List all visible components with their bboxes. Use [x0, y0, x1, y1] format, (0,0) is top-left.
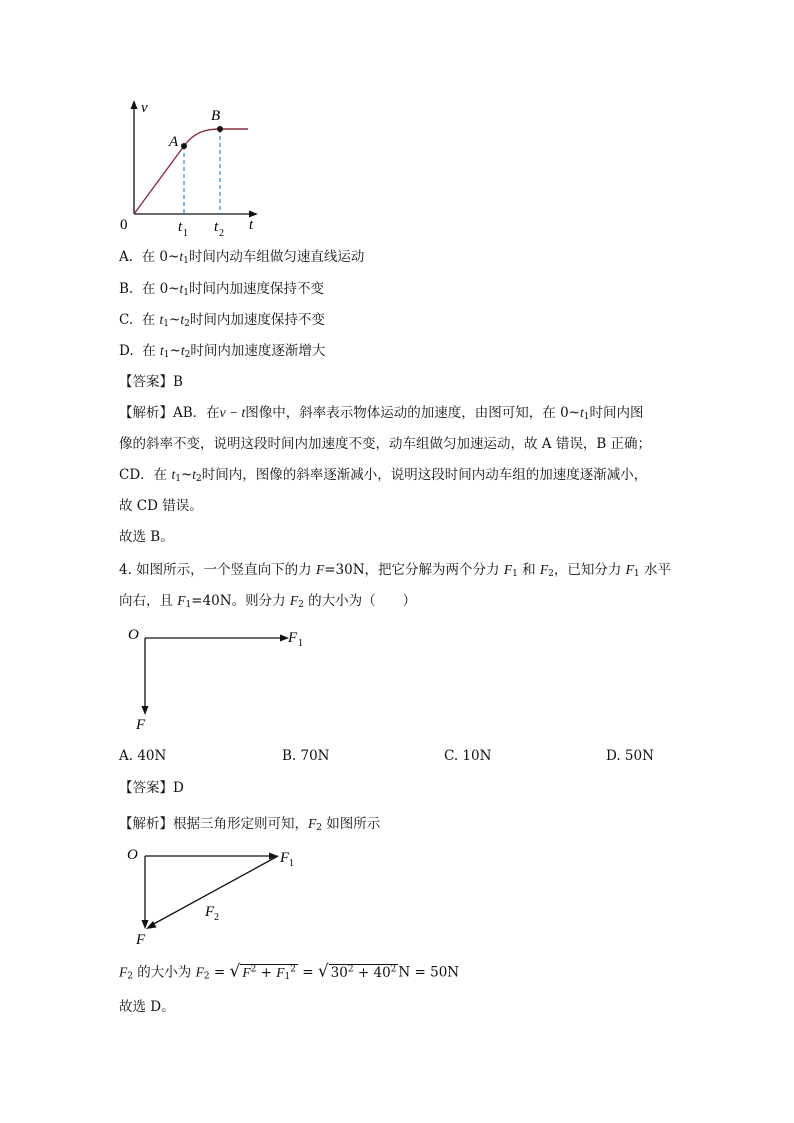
force-diagram-question: [120, 620, 320, 738]
label-t2: t: [214, 219, 219, 235]
label-t: t: [249, 217, 254, 233]
label-B: B: [211, 108, 221, 124]
q4-option-b: B. 70N: [282, 748, 330, 764]
sqrt-1: √: [229, 961, 241, 982]
q4-option-a: A. 40N: [119, 748, 167, 764]
label-F1-sub: 1: [298, 638, 303, 649]
q4-answer: 【答案】D: [119, 780, 184, 796]
label-F2-sub: 2: [214, 912, 219, 923]
q3-option-b: B. 在 $0\sim t_1$时间内加速度保持不变: [119, 281, 325, 298]
v-axis-arrow: [131, 100, 138, 109]
label-F1: F: [288, 630, 298, 646]
q4-option-c: C. 10N: [444, 748, 492, 764]
force-triangle-diagram: [120, 840, 320, 950]
q3-answer: 【答案】B: [119, 374, 183, 390]
label-F: F: [136, 932, 146, 948]
label-F1-sub: 1: [289, 858, 294, 869]
q3-analysis-line3: CD．在 $t_1\sim t_2$时间内，图像的斜率逐渐减小，说明这段时间内动车组的加速度逐渐减小，: [119, 467, 648, 484]
point-B: [217, 126, 223, 132]
q3-analysis-line4: 故 CD 错误。: [119, 498, 203, 514]
vt-curve: [134, 129, 248, 214]
q4-option-d: D. 50N: [606, 748, 654, 764]
sqrt-2: √: [317, 961, 329, 982]
label-t1-sub: 1: [183, 228, 188, 238]
q4-analysis: 【解析】根据三角形定则可知，$F_2$ 如图所示: [119, 816, 381, 833]
q3-conclusion: 故选 B。: [119, 529, 174, 545]
q4-conclusion: 故选 D。: [119, 999, 175, 1015]
label-F2: F: [205, 904, 215, 920]
q3-option-a: A. 在 $0\sim t_1$时间内动车组做匀速直线运动: [119, 249, 365, 266]
label-t1: t: [178, 219, 183, 235]
label-O: O: [128, 627, 139, 643]
q4-stem-line1: 4. 如图所示，一个竖直向下的力 F=30N，把它分解为两个分力 $F_1$ 和 $F_2$，已知分力 $F_1$ 水平: [119, 562, 671, 579]
point-A: [181, 143, 187, 149]
q4-stem-line2: 向右，且 $F_1=40N$。则分力 $F_2$ 的大小为（ ）: [119, 593, 417, 610]
q3-analysis-line1: 【解析】AB．在v − t图像中，斜率表示物体运动的加速度，由图可知，在 $0\sim t_1$时间内图: [119, 405, 644, 422]
label-O: O: [127, 847, 138, 863]
vt-graph-figure: [112, 98, 272, 238]
label-origin: 0: [120, 217, 128, 233]
q3-option-d: D. 在 $t_1\sim t_2$时间内加速度逐渐增大: [119, 343, 326, 360]
f-arrowhead: [142, 706, 149, 715]
q3-option-c: C. 在 $t_1\sim t_2$时间内加速度保持不变: [119, 312, 325, 329]
label-t2-sub: 2: [219, 228, 224, 238]
label-F: F: [136, 717, 146, 733]
label-v: v: [141, 100, 148, 116]
label-A: A: [169, 134, 179, 150]
q4-formula: $F_2$ 的大小为 $F_2$ = √ $F^2 + F_1^2$ = √ $30^2 + 40^2$ N = 50N: [119, 961, 460, 982]
label-F1: F: [280, 850, 290, 866]
q3-analysis-line2: 像的斜率不变，说明这段时间内加速度不变，动车组做匀加速运动，故 A 错误，B 正确；: [119, 436, 652, 452]
